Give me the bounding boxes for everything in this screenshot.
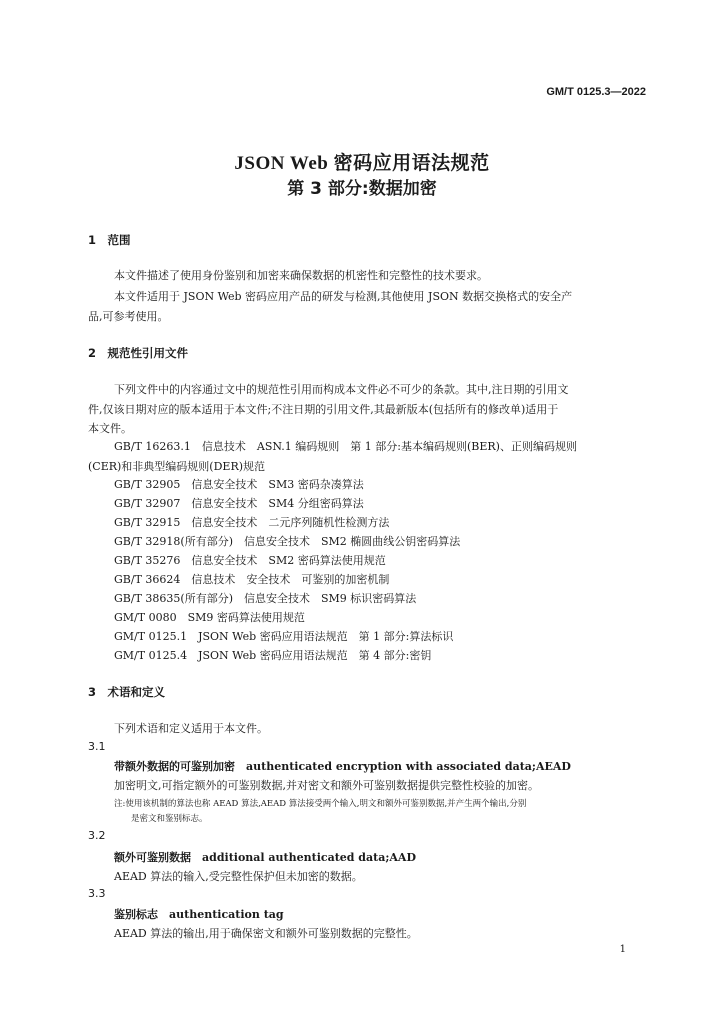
term-note: 是密文和鉴别标志。 bbox=[131, 814, 208, 824]
reference-item: GM/T 0125.4 JSON Web 密码应用语法规范 第 4 部分:密钥 bbox=[114, 649, 432, 662]
term-title: 带额外数据的可鉴别加密 authenticated encryption with associated data;AEAD bbox=[114, 760, 571, 773]
section-2-paragraph: 本文件。 bbox=[88, 422, 132, 435]
term-definition: AEAD 算法的输入,受完整性保护但未加密的数据。 bbox=[114, 870, 363, 883]
page-number: 1 bbox=[619, 944, 626, 955]
reference-item: GB/T 16263.1 信息技术 ASN.1 编码规则 第 1 部分:基本编码规则(BER)、正则编码规则 bbox=[114, 440, 577, 453]
term-definition: 加密明文,可指定额外的可鉴别数据,并对密文和额外可鉴别数据提供完整性校验的加密。 bbox=[114, 779, 539, 792]
reference-item: GM/T 0125.1 JSON Web 密码应用语法规范 第 1 部分:算法标识 bbox=[114, 630, 454, 643]
section-1-paragraph: 品,可参考使用。 bbox=[88, 310, 169, 323]
section-1-paragraph: 本文件适用于 JSON Web 密码应用产品的研发与检测,其他使用 JSON 数据交换格式的安全产 bbox=[114, 290, 573, 303]
term-definition: AEAD 算法的输出,用于确保密文和额外可鉴别数据的完整性。 bbox=[114, 927, 418, 940]
term-number: 3.2 bbox=[88, 829, 106, 842]
reference-item: GB/T 32905 信息安全技术 SM3 密码杂凑算法 bbox=[114, 478, 364, 491]
document-title: JSON Web 密码应用语法规范 bbox=[234, 153, 490, 174]
reference-item: GB/T 32915 信息安全技术 二元序列随机性检测方法 bbox=[114, 516, 390, 529]
reference-item: GM/T 0080 SM9 密码算法使用规范 bbox=[114, 611, 305, 624]
reference-item: GB/T 36624 信息技术 安全技术 可鉴别的加密机制 bbox=[114, 573, 390, 586]
section-3-paragraph: 下列术语和定义适用于本文件。 bbox=[114, 722, 268, 735]
term-number: 3.3 bbox=[88, 887, 106, 900]
reference-item: GB/T 32907 信息安全技术 SM4 分组密码算法 bbox=[114, 497, 364, 510]
section-3-heading: 3 术语和定义 bbox=[88, 685, 166, 699]
term-title: 鉴别标志 authentication tag bbox=[114, 908, 284, 921]
reference-item: GB/T 38635(所有部分) 信息安全技术 SM9 标识密码算法 bbox=[114, 592, 417, 605]
reference-item: GB/T 32918(所有部分) 信息安全技术 SM2 椭圆曲线公钥密码算法 bbox=[114, 535, 461, 548]
section-1-heading: 1 范围 bbox=[88, 233, 131, 247]
term-number: 3.1 bbox=[88, 740, 106, 753]
section-2-heading: 2 规范性引用文件 bbox=[88, 346, 189, 360]
reference-item: GB/T 35276 信息安全技术 SM2 密码算法使用规范 bbox=[114, 554, 386, 567]
section-1-paragraph: 本文件描述了使用身份鉴别和加密来确保数据的机密性和完整性的技术要求。 bbox=[114, 269, 488, 282]
reference-item: (CER)和非典型编码规则(DER)规范 bbox=[88, 460, 266, 473]
section-2-paragraph: 下列文件中的内容通过文中的规范性引用而构成本文件必不可少的条款。其中,注日期的引用文 bbox=[114, 383, 569, 396]
term-title: 额外可鉴别数据 additional authenticated data;AAD bbox=[114, 851, 416, 864]
document-subtitle: 第 3 部分:数据加密 bbox=[287, 179, 437, 199]
term-note: 注:使用该机制的算法也称 AEAD 算法,AEAD 算法接受两个输入,明文和额外可鉴别数据,并产生两个输出,分别 bbox=[114, 799, 527, 809]
standard-number: GM/T 0125.3—2022 bbox=[546, 86, 646, 98]
section-2-paragraph: 件,仅该日期对应的版本适用于本文件;不注日期的引用文件,其最新版本(包括所有的修改单)适用于 bbox=[88, 403, 559, 416]
